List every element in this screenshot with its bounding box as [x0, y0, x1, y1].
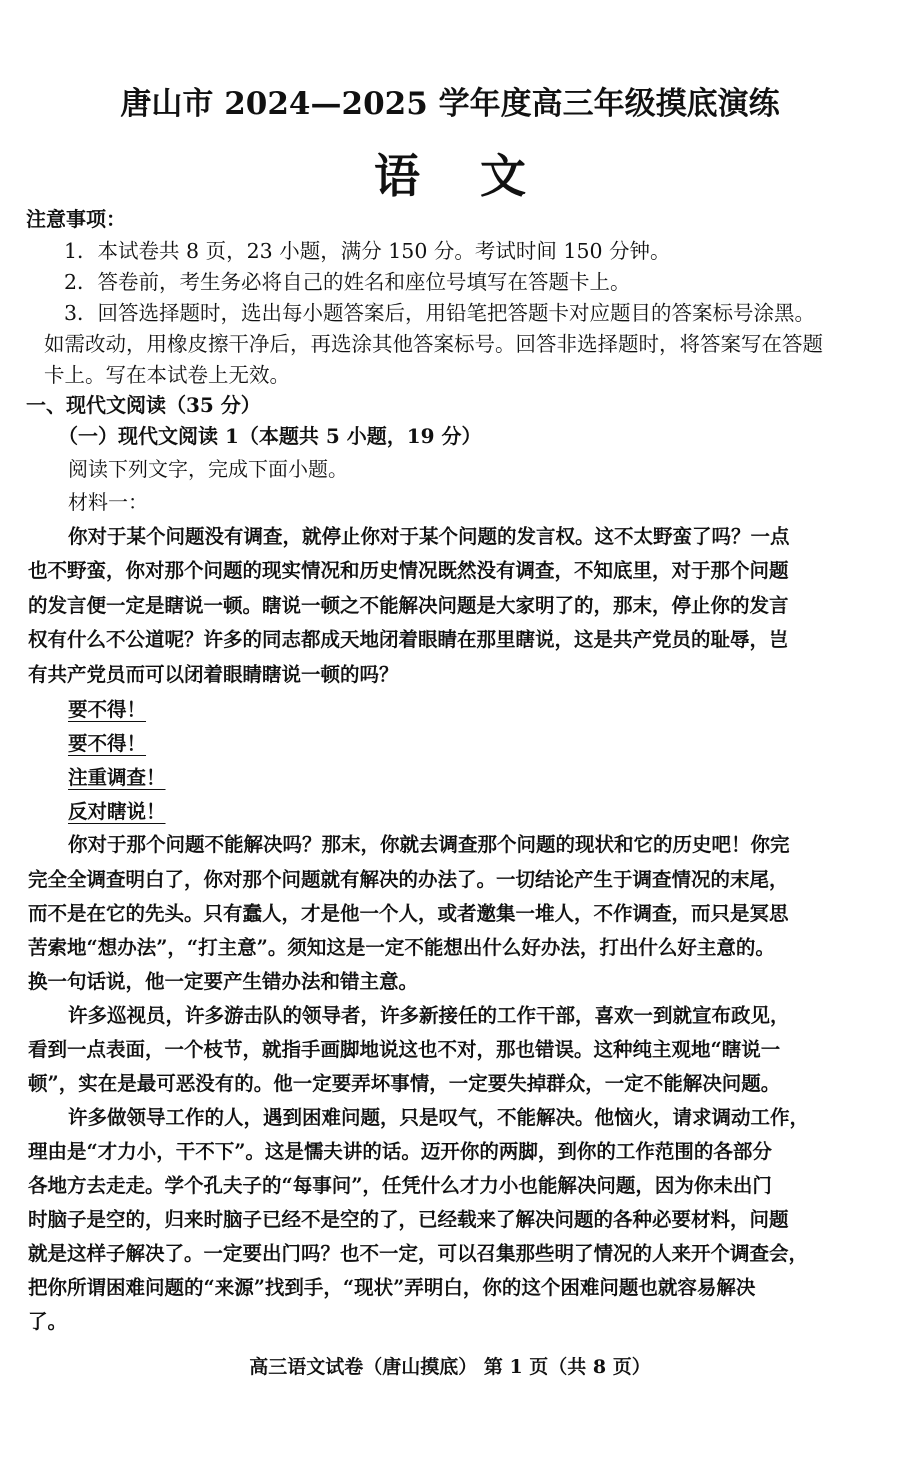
passage-line: 苦索地“想办法”，“打主意”。须知这是一定不能想出什么好办法，打出什么好主意的。	[28, 936, 775, 959]
page-footer: 高三语文试卷（唐山摸底） 第 1 页（共 8 页）	[249, 1356, 651, 1378]
section-heading: 一、现代文阅读（35 分）	[26, 393, 261, 417]
slogan: 要不得！	[68, 732, 147, 755]
passage-line: 许多做领导工作的人，遇到困难问题，只是叹气，不能解决。他恼火，请求调动工作，	[68, 1106, 810, 1129]
slogan: 要不得！	[68, 698, 147, 721]
passage-line: 你对于某个问题没有调查，就停止你对于某个问题的发言权。这不太野蛮了吗？一点	[68, 525, 790, 548]
passage-line: 权有什么不公道呢？许多的同志都成天地闭着眼睛在那里瞎说，这是共产党员的耻辱，岂	[28, 628, 789, 651]
passage-line: 你对于那个问题不能解决吗？那末，你就去调查那个问题的现状和它的历史吧！你完	[68, 833, 790, 856]
reading-instruction: 阅读下列文字，完成下面小题。	[68, 457, 348, 481]
passage-line: 看到一点表面，一个枝节，就指手画脚地说这也不对，那也错误。这种纯主观地“瞎说一	[28, 1038, 781, 1061]
passage-line: 理由是“才力小，干不下”。这是懦夫讲的话。迈开你的两脚，到你的工作范围的各部分	[28, 1140, 772, 1163]
passage-line: 许多巡视员，许多游击队的领导者，许多新接任的工作干部，喜欢一到就宣布政见，	[68, 1004, 790, 1027]
slogan: 反对瞎说！	[68, 800, 166, 823]
passage-line: 完全全调查明白了，你对那个问题就有解决的办法了。一切结论产生于调查情况的末尾，	[28, 868, 789, 891]
passage-line: 了。	[28, 1310, 68, 1333]
subject-title: 语文	[374, 149, 586, 203]
notice-heading: 注意事项：	[26, 207, 126, 231]
passage-line: 时脑子是空的，归来时脑子已经不是空的了，已经载来了解决问题的各种必要材料，问题	[28, 1208, 789, 1231]
passage-line: 有共产党员而可以闭着眼睛瞎说一顿的吗？	[28, 663, 399, 686]
notice-item-1: 1．本试卷共 8 页，23 小题，满分 150 分。考试时间 150 分钟。	[64, 239, 671, 263]
passage-line: 各地方去走走。学个孔夫子的“每事问”，任凭什么才力小也能解决问题，因为你未出门	[28, 1174, 772, 1197]
passage-line: 把你所谓困难问题的“来源”找到手，“现状”弄明白，你的这个困难问题也就容易解决	[28, 1276, 756, 1299]
material-label: 材料一：	[68, 490, 148, 514]
exam-title: 唐山市 2024—2025 学年度高三年级摸底演练	[120, 86, 780, 122]
passage-line: 换一句话说，他一定要产生错办法和错主意。	[28, 970, 419, 993]
passage-line: 也不野蛮，你对那个问题的现实情况和历史情况既然没有调查，不知底里，对于那个问题	[28, 559, 789, 582]
subsection-heading: （一）现代文阅读 1（本题共 5 小题，19 分）	[58, 424, 482, 448]
notice-item-3-cont: 如需改动，用橡皮擦干净后，再选涂其他答案标号。回答非选择题时，将答案写在答题	[44, 332, 823, 356]
notice-item-3-cont2: 卡上。写在本试卷上无效。	[44, 363, 290, 387]
slogan: 注重调查！	[68, 766, 166, 789]
passage-line: 而不是在它的先头。只有蠢人，才是他一个人，或者邀集一堆人，不作调查，而只是冥思	[28, 902, 789, 925]
passage-line: 的发言便一定是瞎说一顿。瞎说一顿之不能解决问题是大家明了的，那末，停止你的发言	[28, 594, 789, 617]
passage-line: 就是这样子解决了。一定要出门吗？也不一定，可以召集那些明了情况的人来开个调查会，	[28, 1242, 809, 1265]
notice-item-3: 3．回答选择题时，选出每小题答案后，用铅笔把答题卡对应题目的答案标号涂黑。	[64, 301, 816, 325]
passage-line: 顿”，实在是最可恶没有的。他一定要弄坏事情，一定要失掉群众，一定不能解决问题。	[28, 1072, 781, 1095]
notice-item-2: 2．答卷前，考生务必将自己的姓名和座位号填写在答题卡上。	[64, 270, 631, 294]
